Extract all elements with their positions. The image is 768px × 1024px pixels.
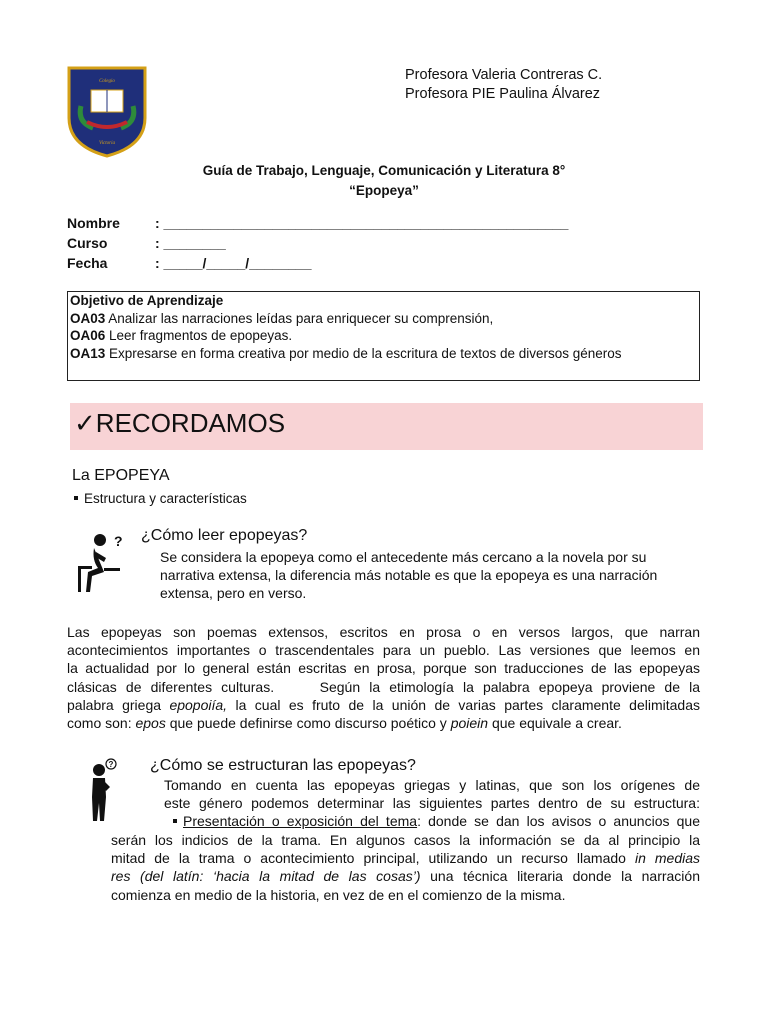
question-mark: ? <box>108 760 114 769</box>
objective-item <box>70 310 697 328</box>
objective-code: OA03 <box>70 310 106 326</box>
field-blank[interactable]: : ____________________________________________________ <box>155 215 569 231</box>
svg-text:Colegio: Colegio <box>99 79 115 84</box>
field-label: Fecha <box>67 255 108 271</box>
term-in-medias: in medias <box>634 850 701 867</box>
field-label: Nombre <box>67 215 120 231</box>
bullet-square-icon <box>74 496 78 500</box>
text-run: como son: <box>67 715 136 732</box>
text-line <box>67 714 700 732</box>
objective-text: Analizar las narraciones leídas para enriquecer su comprensión, <box>105 310 494 326</box>
text-run: : donde se dan los avisos o anuncios que <box>417 813 700 829</box>
section-heading: La EPOPEYA <box>72 467 170 484</box>
guide-subtitle: “Epopeya” <box>349 183 419 198</box>
text-line: Se considera la epopeya como el antecedente más cercano a la novela por su <box>160 549 647 565</box>
term-epopoiia: epopoiía, <box>169 696 228 713</box>
field-blank[interactable]: : _____/_____/________ <box>155 255 312 271</box>
text-line: narrativa extensa, la diferencia más notable es que la epopeya es una narración <box>160 567 658 584</box>
structure-bullet <box>183 812 700 830</box>
text-run: que equivale a crear. <box>488 715 622 732</box>
objective-text: Leer fragmentos de epopeyas. <box>105 328 293 343</box>
text-run: una técnica literaria donde la narración <box>420 868 700 885</box>
text-run: que puede definirse como discurso poético y <box>165 715 451 732</box>
checkmark-icon: ✓ <box>74 408 96 438</box>
q1-paragraph <box>160 548 700 603</box>
date-field[interactable] <box>67 253 568 273</box>
text-line: comienza en medio de la historia, en vez de en el comienzo de la misma. <box>111 886 566 903</box>
question-mark: ? <box>114 533 123 549</box>
section-bullet <box>72 491 247 506</box>
text-line <box>67 696 700 714</box>
q2-paragraph <box>111 831 700 904</box>
thinking-person-icon <box>86 757 120 823</box>
field-label: Curso <box>67 235 108 251</box>
text-line <box>111 867 700 885</box>
term-poiein: poiein <box>450 715 489 732</box>
field-blank[interactable]: : ________ <box>155 235 226 251</box>
recordamos-banner <box>70 403 703 450</box>
term-epos: epos <box>135 715 166 732</box>
bullet-text: Estructura y características <box>84 491 247 506</box>
pie-teacher-name: Profesora PIE Paulina Álvarez <box>405 86 601 102</box>
objective-item <box>70 327 697 345</box>
teacher-block <box>405 66 602 104</box>
text-line: clásicas de diferentes culturas. Según la etimología la palabra epopeya proviene de la <box>67 678 700 695</box>
main-paragraph <box>67 623 700 732</box>
thinking-person-icon <box>74 528 126 594</box>
student-fields <box>67 213 568 273</box>
text-run: palabra griega <box>67 696 170 713</box>
teacher-name: Profesora Valeria Contreras C. <box>405 67 603 83</box>
text-line: acontecimientos importantes o trascendentales para un pueblo. Las versiones que leemos en <box>67 642 700 659</box>
objective-text: Expresarse en forma creativa por medio de la escritura de textos de diversos géneros <box>105 345 622 361</box>
question-how-structured: ¿Cómo se estructuran las epopeyas? <box>150 757 416 774</box>
bullet-square-icon <box>173 819 177 823</box>
q2-intro <box>164 776 700 812</box>
text-line <box>111 849 700 867</box>
text-line: serán los indicios de la trama. En algunos casos la información se da al principio la <box>111 832 700 848</box>
svg-text:Victoria: Victoria <box>98 141 116 146</box>
text-line: la actualidad por lo general están escritas en prosa, porque son traducciones de las epopeyas <box>67 660 700 677</box>
objective-item <box>70 345 697 363</box>
course-field[interactable] <box>67 233 568 253</box>
objectives-heading: Objetivo de Aprendizaje <box>70 293 224 308</box>
text-line: Las epopeyas son poemas extensos, escritos en prosa o en versos largos, que narran <box>67 624 700 640</box>
objective-code: OA06 <box>70 328 106 343</box>
bullet-term: Presentación o exposición del tema <box>183 813 418 829</box>
banner-text: RECORDAMOS <box>95 408 286 438</box>
school-crest <box>67 66 147 158</box>
term-in-medias-res: res (del latín: ‘hacia la mitad de las cosas’) <box>111 868 421 885</box>
guide-title: Guía de Trabajo, Lenguaje, Comunicación y Literatura 8° <box>202 163 566 178</box>
text-run: la cual es fruto de la unión de varias partes claramente delimitadas <box>227 696 700 713</box>
text-line: este género podemos determinar las siguientes partes dentro de su estructura: <box>164 795 700 812</box>
text-run: mitad de la trama o acontecimiento principal, utilizando un recurso llamado <box>111 850 635 867</box>
objective-code: OA13 <box>70 345 106 361</box>
name-field[interactable] <box>67 213 568 233</box>
question-how-to-read: ¿Cómo leer epopeyas? <box>141 527 308 544</box>
text-line: extensa, pero en verso. <box>160 585 307 602</box>
text-line: Tomando en cuenta las epopeyas griegas y latinas, que son los orígenes de <box>164 777 700 793</box>
objectives-box <box>67 291 700 381</box>
